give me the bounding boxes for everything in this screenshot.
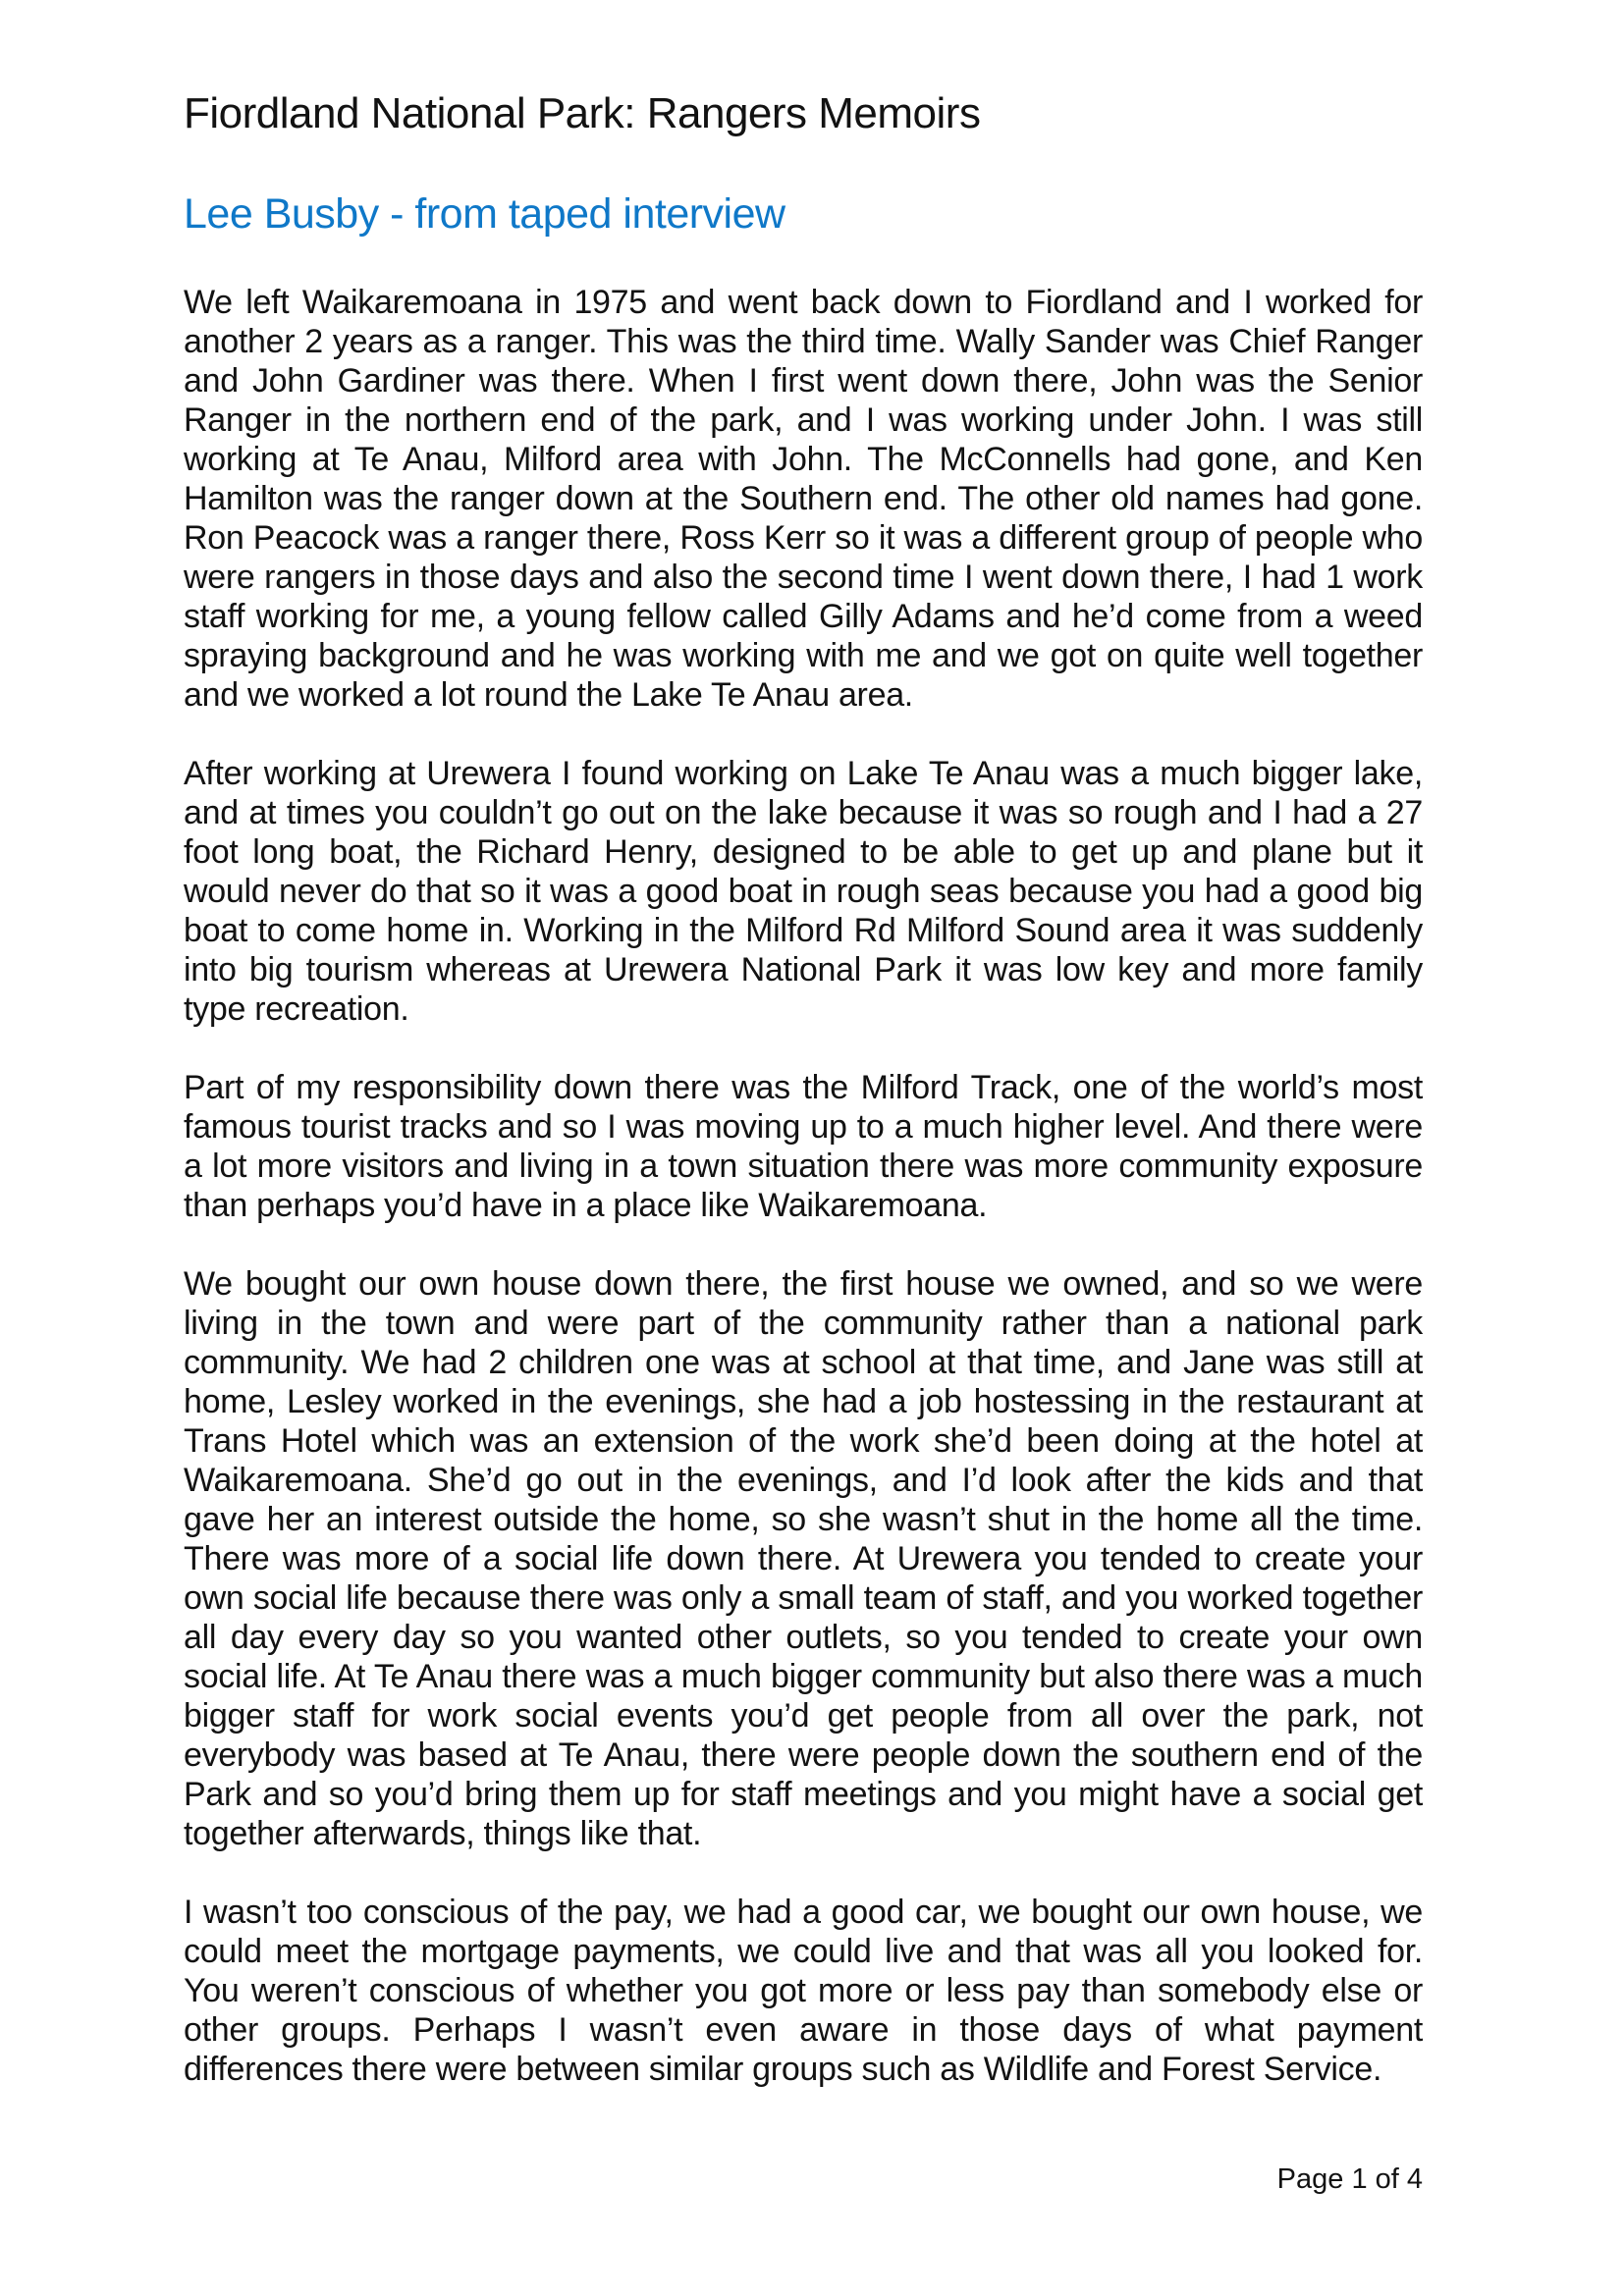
paragraph-2: After working at Urewera I found working on Lake Te Anau was a much bigger lake, and at times you couldn’t go out on the lake because it was so rough and I had a 27 foot long boat, the Richard Henry, designed to be able to get up and plane but it would never do that so it was a good boat in rough seas because you had a good big boat to come home in. Working in the Milford Rd Milford Sound area it was suddenly into big tourism whereas at Urewera National Park it was low key and more family type recreation. (184, 755, 1423, 1029)
page-footer (1277, 2163, 1423, 2196)
document-title: Fiordland National Park: Rangers Memoirs (184, 89, 981, 137)
paragraph-3: Part of my responsibility down there was the Milford Track, one of the world’s most famous tourist tracks and so I was moving up to a much higher level. And there were a lot more visitors and living in a town situation there was more community exposure than perhaps you’d have in a place like Waikaremoana. (184, 1069, 1423, 1225)
page-number-label: Page 1 of 4 (1276, 2163, 1423, 2195)
section-heading-interviewee: Lee Busby - from taped interview (184, 189, 785, 238)
document-content (184, 88, 1423, 2128)
paragraph-1: We left Waikaremoana in 1975 and went back down to Fiordland and I worked for another 2 years as a ranger. This was the third time. Wally Sander was Chief Ranger and John Gardiner was there. When I first went down there, John was the Senior Ranger in the northern end of the park, and I was working under John. I was still working at Te Anau, Milford area with John. The McConnells had gone, and Ken Hamilton was the ranger down at the Southern end. The other old names had gone. Ron Peacock was a ranger there, Ross Kerr so it was a different group of people who were rangers in those days and also the second time I went down there, I had 1 work staff working for me, a young fellow called Gilly Adams and he’d come from a weed spraying background and he was working with me and we got on quite well together and we worked a lot round the Lake Te Anau area. (184, 284, 1423, 715)
paragraph-5: I wasn’t too conscious of the pay, we had a good car, we bought our own house, we could meet the mortgage payments, we could live and that was all you looked for. You weren’t conscious of whether you got more or less pay than somebody else or other groups. Perhaps I wasn’t even aware in those days of what payment differences there were between similar groups such as Wildlife and Forest Service. (184, 1894, 1423, 2089)
paragraph-4: We bought our own house down there, the first house we owned, and so we were living in the town and were part of the community rather than a national park community. We had 2 children one was at school at that time, and Jane was still at home, Lesley worked in the evenings, she had a job hostessing in the restaurant at Trans Hotel which was an extension of the work she’d been doing at the hotel at Waikaremoana. She’d go out in the evenings, and I’d look after the kids and that gave her an interest outside the home, so she wasn’t shut in the home all the time. There was more of a social life down there. At Urewera you tended to create your own social life because there was only a small team of staff, and you worked together all day every day so you wanted other outlets, so you tended to create your own social life. At Te Anau there was a much bigger community but also there was a much bigger staff for work social events you’d get people from all over the park, not everybody was based at Te Anau, there were people down the southern end of the Park and so you’d bring them up for staff meetings and you might have a social get together afterwards, things like that. (184, 1265, 1423, 1853)
